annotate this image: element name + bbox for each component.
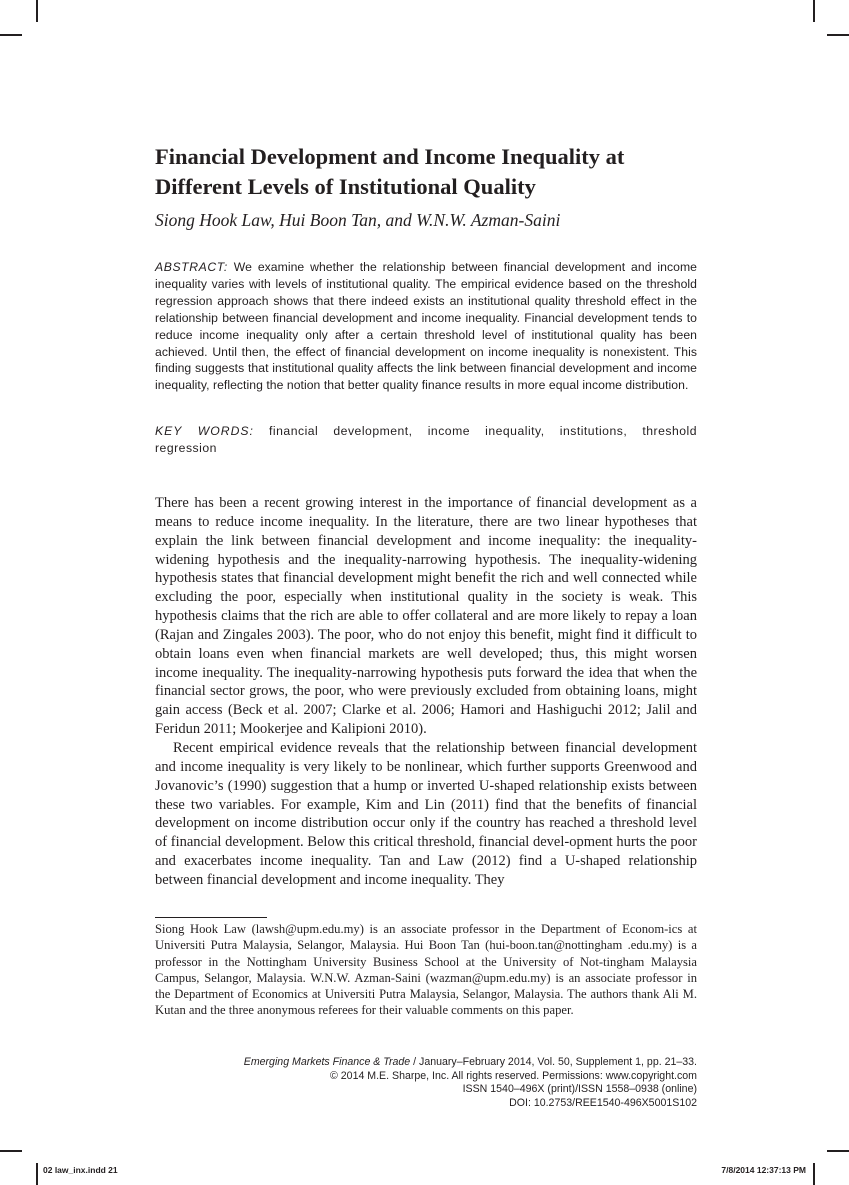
crop-mark: [36, 0, 38, 22]
slug-timestamp: 7/8/2014 12:37:13 PM: [721, 1165, 806, 1175]
keywords: [155, 423, 697, 457]
abstract-text: We examine whether the relationship between financial development and income inequality varies with levels of institutional quality. The empirical evidence based on the threshold regression approach shows that there indeed exists an institutional quality threshold effect in the relationship between financial development and income inequality. Financial development tends to reduce income inequality only after a certain threshold level of institutional quality has been achieved. Until then, the effect of financial development on income inequality is nonexistent. This finding suggests that institutional quality affects the link between financial development and income inequality, reflecting the notion that better quality finance results in more equal income distribution.: [155, 260, 698, 393]
crop-mark: [827, 34, 849, 36]
crop-mark: [827, 1150, 849, 1152]
keywords-text: financial development, income inequality, institutions, threshold regression: [155, 424, 697, 455]
body-text: [155, 494, 697, 890]
body-paragraph-1: There has been a recent growing interest in the importance of financial development as a means to reduce income inequality. In the literature, there are two linear hypotheses that explain the link between financial development and income inequality: the inequality-widening hypothesis and the inequality-narrowing hypothesis. The inequality-widening hypothesis states that financial development might benefit the rich and well connected while excluding the poor, especially when institutional quality in the society is weak. This hypothesis claims that the rich are able to offer collateral and are more likely to repay a loan (Rajan and Zingales 2003). The poor, who do not enjoy this benefit, might find it difficult to obtain loans even when financial markets are well developed; thus, this might worsen income inequality. The inequality-narrowing hypothesis puts forward the idea that when the financial sector grows, the poor, who were previously excluded from obtaining loans, might gain access (Beck et al. 2007; Clarke et al. 2006; Hamori and Hashiguchi 2012; Jalil and Feridun 2011; Mookerjee and Kalipioni 2010).: [155, 495, 697, 738]
crop-mark: [36, 1163, 38, 1185]
journal-issn: ISSN 1540–496X (print)/ISSN 1558–0938 (online): [462, 1083, 697, 1095]
journal-name: Emerging Markets Finance & Trade: [243, 1056, 411, 1068]
title-line-2: Different Levels of Institutional Quality: [155, 174, 536, 199]
crop-mark: [0, 34, 22, 36]
title-line-1: Financial Development and Income Inequality at: [155, 144, 625, 169]
author-list: Siong Hook Law, Hui Boon Tan, and W.N.W. Azman-Saini: [155, 210, 561, 230]
keywords-label: KEY WORDS:: [155, 424, 254, 438]
journal-issue: / January–February 2014, Vol. 50, Supplement 1, pp. 21–33.: [410, 1056, 697, 1068]
abstract: [155, 259, 697, 394]
body-paragraph-2: Recent empirical evidence reveals that the relationship between financial development and income inequality is very likely to be nonlinear, which further supports Greenwood and Jovanovic’s (1990) suggestion that a hump or inverted U-shaped relationship exists between these two variables. For example, Kim and Lin (2011) find that the benefits of financial development on income distribution occur only if the country has reached a threshold level of financial development. Below this critical threshold, financial devel-opment hurts the poor and exacerbates income inequality. Tan and Law (2012) find a U-shaped relationship between financial development and income inequality. They: [155, 739, 697, 888]
crop-mark: [813, 1163, 815, 1185]
journal-info: [155, 1056, 697, 1110]
slug-filename: 02 law_inx.indd 21: [43, 1165, 118, 1175]
journal-doi: DOI: 10.2753/REE1540-496X5001S102: [509, 1096, 697, 1109]
footnote-divider: [155, 917, 267, 918]
abstract-label: ABSTRACT:: [155, 260, 228, 274]
article-title: [155, 142, 715, 202]
crop-mark: [813, 0, 815, 22]
crop-mark: [0, 1150, 22, 1152]
journal-copyright: © 2014 M.E. Sharpe, Inc. All rights reserved. Permissions: www.copyright.com: [330, 1069, 697, 1082]
author-footnote: Siong Hook Law (lawsh@upm.edu.my) is an associate professor in the Department of Econom-ics at Universiti Putra Malaysia, Selangor, Malaysia. Hui Boon Tan (hui-boon.tan@nottingham .edu.my) is a professor in the Nottingham University Business School at the University of Not-tingham Malaysia Campus, Selangor, Malaysia. W.N.W. Azman-Saini (wazman@upm.edu.my) is an associate professor in the Department of Economics at Universiti Putra Malaysia, Selangor, Malaysia. The authors thank Ali M. Kutan and the three anonymous referees for their valuable comments on this paper.: [155, 922, 697, 1018]
journal-citation: [155, 1056, 697, 1070]
